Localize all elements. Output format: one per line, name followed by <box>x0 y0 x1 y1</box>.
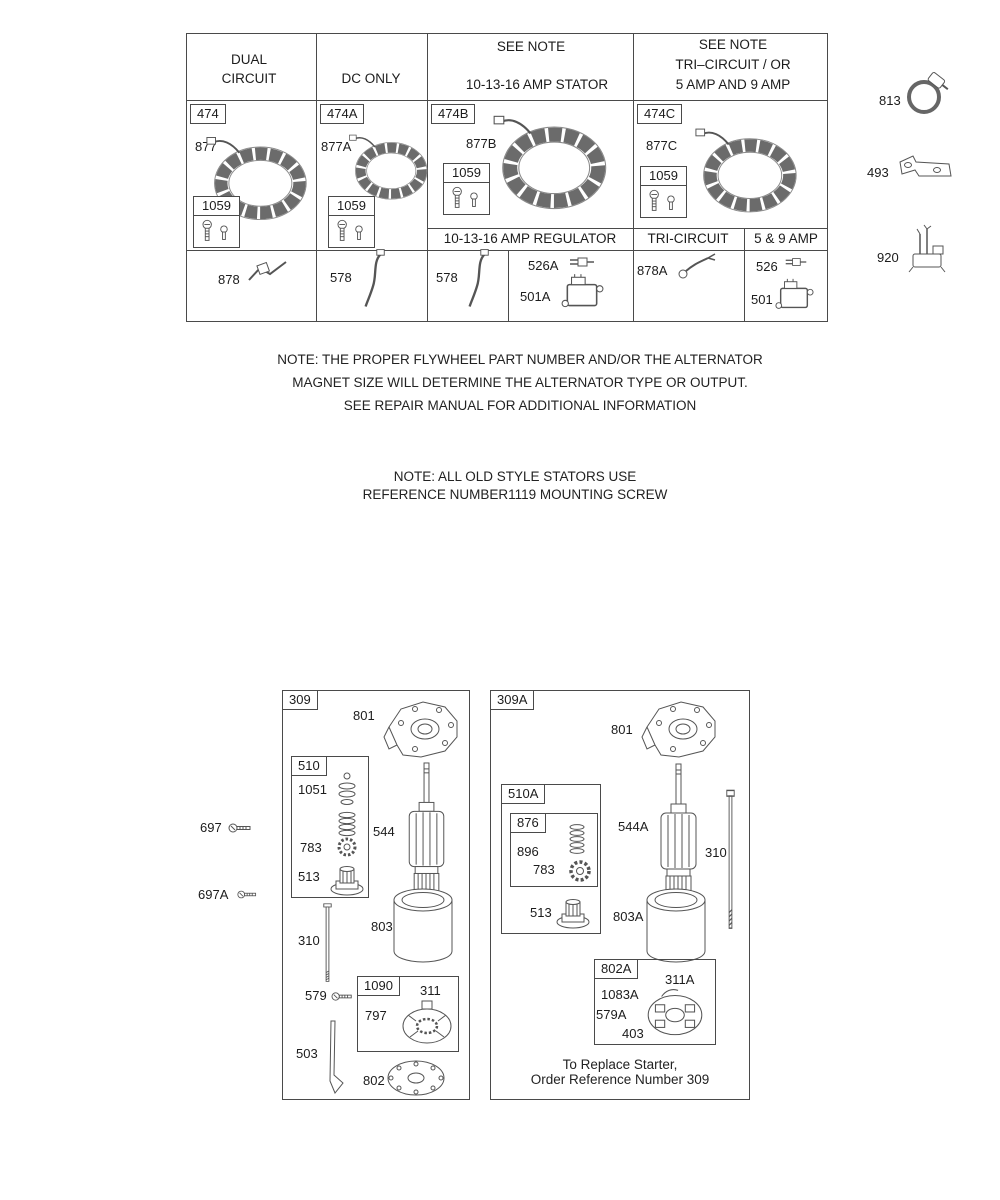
drive-icon <box>398 999 456 1049</box>
part-label-311a: 311A <box>665 972 695 987</box>
part-label-579: 579 <box>305 988 327 1003</box>
wire-icon <box>360 248 388 310</box>
part-label-526: 526 <box>756 259 778 274</box>
spring-icon <box>334 809 360 859</box>
starter-309-box <box>282 690 470 1100</box>
part-label-1083a: 1083A <box>601 987 639 1002</box>
zbracket-icon <box>897 150 955 188</box>
column-header-stator: 10-13-16 AMP STATOR <box>465 77 609 92</box>
stator-note <box>280 468 750 503</box>
switch-icon <box>903 224 951 276</box>
ref-box-510a: 510A <box>501 784 545 804</box>
pinion-icon <box>554 893 592 931</box>
regulator-icon <box>774 276 814 316</box>
kit-510-box <box>291 756 369 898</box>
flywheel-note-line-3: SEE REPAIR MANUAL FOR ADDITIONAL INFORMATION <box>343 398 697 413</box>
ref-box-1059: 1059 <box>329 197 374 216</box>
strap-icon <box>319 1019 345 1095</box>
screw-icon <box>228 822 254 834</box>
part-label-493: 493 <box>867 165 889 180</box>
divider <box>427 228 828 229</box>
ref-box-1059: 1059 <box>641 167 686 186</box>
part-label-801: 801 <box>611 722 633 737</box>
bolt-icon <box>321 903 334 983</box>
wire-icon <box>464 248 492 310</box>
part-label-877: 877 <box>195 139 217 154</box>
ref-box-510: 510 <box>291 756 327 776</box>
ref-box-309a: 309A <box>490 690 534 710</box>
washers-icon <box>334 771 360 807</box>
bolt-icon <box>724 789 737 931</box>
part-label-801: 801 <box>353 708 375 723</box>
part-label-578: 578 <box>330 270 352 285</box>
part-label-544a: 544A <box>618 819 649 834</box>
part-label-877c: 877C <box>646 138 678 153</box>
column-header-tricircuit-or: TRI–CIRCUIT / OR <box>675 57 791 72</box>
connector-icon <box>568 254 596 270</box>
divider <box>186 100 828 101</box>
kit-802a-box <box>594 959 716 1045</box>
part-label-579a: 579A <box>596 1007 627 1022</box>
part-label-697: 697 <box>200 820 222 835</box>
part-label-501: 501 <box>751 292 773 307</box>
part-label-526a: 526A <box>528 258 559 273</box>
ref-box-876: 876 <box>510 813 546 833</box>
screw-icon <box>331 991 355 1002</box>
part-label-877b: 877B <box>466 136 497 151</box>
stator-note-line-1: NOTE: ALL OLD STYLE STATORS USE <box>393 469 637 484</box>
part-label-697a: 697A <box>198 887 229 902</box>
column-header-see-note-4: SEE NOTE <box>698 37 768 52</box>
ref-box-309: 309 <box>282 690 318 710</box>
column-header-5-9-amp: 5 AMP AND 9 AMP <box>675 77 791 92</box>
divider <box>508 250 509 322</box>
part-label-513b: 513 <box>530 905 552 920</box>
part-label-802: 802 <box>363 1073 385 1088</box>
screw-kit-1059 <box>443 163 490 215</box>
part-label-783b: 783 <box>533 862 555 877</box>
part-label-803: 803 <box>371 919 393 934</box>
part-label-513: 513 <box>298 869 320 884</box>
gear-icon <box>567 858 593 884</box>
part-label-310b: 310 <box>705 845 727 860</box>
brushplate-icon <box>641 984 709 1042</box>
column-header-dual-2: CIRCUIT <box>221 71 277 86</box>
part-label-1051: 1051 <box>298 782 327 797</box>
part-label-544: 544 <box>373 824 395 839</box>
ref-box-1090: 1090 <box>357 976 400 996</box>
clamp-icon <box>903 68 953 116</box>
ref-box-474c: 474C <box>637 104 682 124</box>
part-label-803a: 803A <box>613 909 644 924</box>
column-header-see-note-3: SEE NOTE <box>496 39 566 54</box>
bracket801-icon <box>383 697 461 769</box>
housing-icon <box>391 887 455 965</box>
wire-icon <box>676 250 718 282</box>
kit-510a-box <box>501 784 601 934</box>
connector-icon <box>784 255 808 269</box>
part-label-878: 878 <box>218 272 240 287</box>
starter-309a-box <box>490 690 750 1100</box>
divider <box>633 33 634 322</box>
column-header-dc-only: DC ONLY <box>341 71 401 86</box>
part-label-878a: 878A <box>637 263 668 278</box>
flywheel-note-line-2: MAGNET SIZE WILL DETERMINE THE ALTERNATOR TYPE OR OUTPUT. <box>292 375 748 390</box>
part-label-896: 896 <box>517 844 539 859</box>
kit-876-box <box>510 813 598 887</box>
ref-box-474a: 474A <box>320 104 364 124</box>
part-label-311: 311 <box>420 983 441 998</box>
stator-icon <box>694 124 800 218</box>
pinion-icon <box>328 861 366 897</box>
part-label-920: 920 <box>877 250 899 265</box>
spring-icon <box>566 822 588 856</box>
screws-icon <box>642 188 685 216</box>
part-label-501a: 501A <box>520 289 551 304</box>
ref-box-802a: 802A <box>594 959 638 979</box>
stator-icon <box>492 112 610 214</box>
regulator-icon <box>560 272 604 314</box>
part-label-578b: 578 <box>436 270 458 285</box>
wire-icon <box>246 256 290 286</box>
part-label-797: 797 <box>365 1008 387 1023</box>
screw-kit-1059 <box>640 166 687 218</box>
part-label-503: 503 <box>296 1046 318 1061</box>
divider <box>744 228 745 322</box>
replace-starter-note-line-2: Order Reference Number 309 <box>530 1072 710 1087</box>
screws-icon <box>445 185 488 213</box>
sub-header-tri-circuit: TRI-CIRCUIT <box>647 231 729 246</box>
sub-header-5-9-amp: 5 & 9 AMP <box>754 231 818 246</box>
screw-kit-1059 <box>193 196 240 248</box>
ref-box-1059: 1059 <box>444 164 489 183</box>
divider <box>186 250 828 251</box>
screw-icon <box>237 889 259 900</box>
flywheel-note <box>190 348 850 417</box>
screw-kit-1059 <box>328 196 375 248</box>
part-label-310: 310 <box>298 933 320 948</box>
flywheel-note-line-1: NOTE: THE PROPER FLYWHEEL PART NUMBER AND/OR THE ALTERNATOR <box>277 352 763 367</box>
part-label-813: 813 <box>879 93 901 108</box>
housing-icon <box>643 887 709 965</box>
part-label-783: 783 <box>300 840 322 855</box>
replace-starter-note-line-1: To Replace Starter, <box>562 1057 678 1072</box>
screws-icon <box>195 218 238 246</box>
stator-note-line-2: REFERENCE NUMBER1119 MOUNTING SCREW <box>362 486 668 502</box>
endcap-icon <box>385 1057 447 1099</box>
part-label-877a: 877A <box>321 139 352 154</box>
part-label-403: 403 <box>622 1026 644 1041</box>
ref-box-474: 474 <box>190 104 226 124</box>
kit-1090-box <box>357 976 459 1052</box>
screws-icon <box>330 218 373 246</box>
column-header-dual: DUAL <box>230 52 268 67</box>
sub-header-regulator: 10-13-16 AMP REGULATOR <box>443 231 617 246</box>
divider <box>316 33 317 322</box>
ref-box-1059: 1059 <box>194 197 239 216</box>
ref-box-474b: 474B <box>431 104 475 124</box>
bracket801-icon <box>641 697 719 769</box>
